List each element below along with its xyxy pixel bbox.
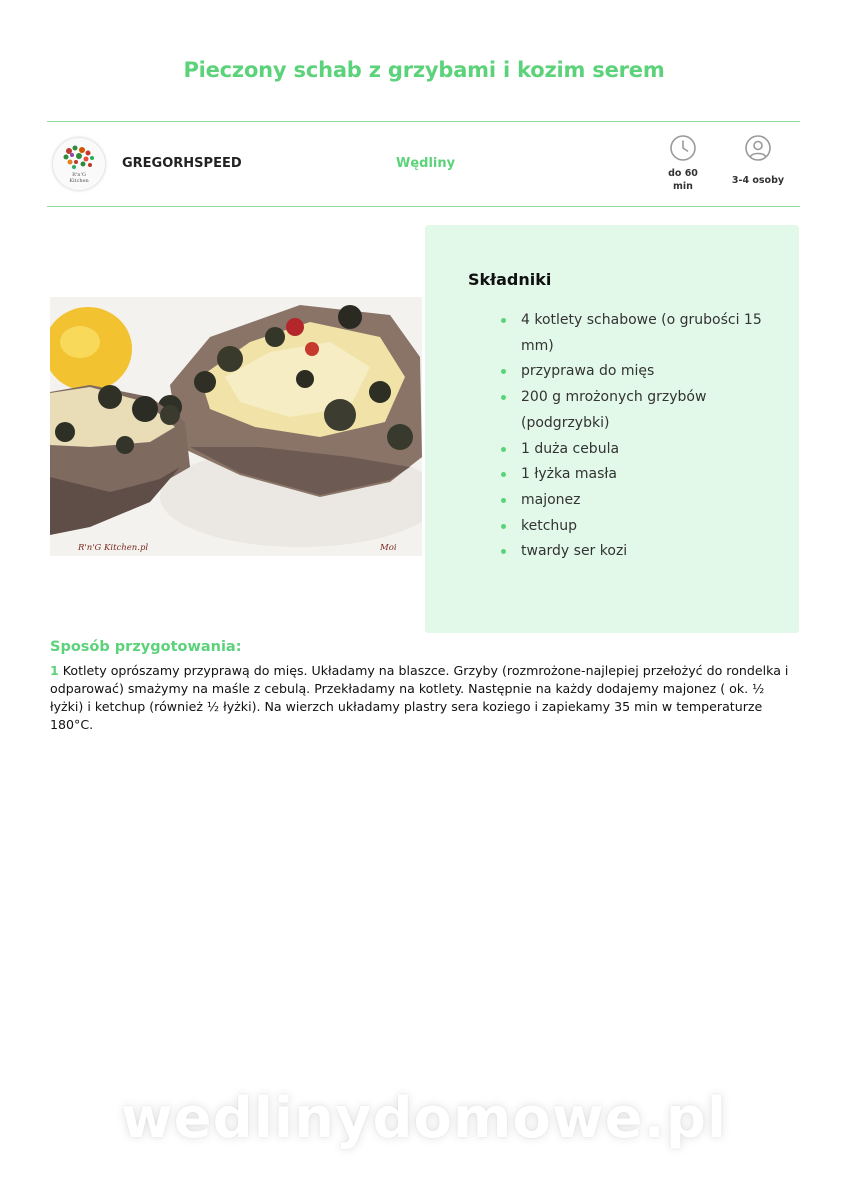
prep-time-label: do 60 min [668,168,698,192]
recipe-meta-bar [47,121,800,207]
ingredient-item: majonez [505,488,765,514]
step-text: Kotlety oprószamy przyprawą do mięs. Układamy na blaszce. Grzyby (rozmrożone-najlepiej przełożyć do rondelka i odparować) smażymy na maśle z cebulą. Przekładamy na kotlety. Następnie na każdy dodajemy majonez ( ok. ½ łyżki) i ketchup (również ½ łyżki). Na wierzch układamy plastry sera koziego i zapiekamy 35 min w temperaturze 180°C. [50,663,789,732]
clock-icon [669,134,697,162]
ingredient-item: 1 łyżka masła [505,462,765,488]
author-logo-image [53,138,105,190]
ingredient-item: 4 kotlety schabowe (o grubości 15 mm) [505,308,765,359]
svg-text:Kitchen: Kitchen [69,178,89,184]
ingredient-item: 1 duża cebula [505,437,765,463]
step-number: 1 [50,663,59,678]
svg-text:R'n'G: R'n'G [72,172,86,178]
ingredient-item: twardy ser kozi [505,539,765,565]
preparation-step [50,662,795,734]
category-link[interactable]: Wędliny [396,156,456,171]
site-watermark: wedlinydomowe.pl [120,1086,728,1151]
author-avatar[interactable] [53,138,105,190]
servings-label: 3-4 osoby [731,175,785,186]
servings [729,134,787,187]
photo-caption-left: R'n'G Kitchen.pl [78,543,149,553]
preparation-heading: Sposób przygotowania: [50,639,242,655]
ingredient-item: 200 g mrożonych grzybów (podgrzybki) [505,385,765,436]
ingredient-item: ketchup [505,514,765,540]
ingredients-list [505,308,765,565]
recipe-title: Pieczony schab z grzybami i kozim serem [183,58,665,82]
photo-caption-right: Moi [380,543,397,553]
prep-time [657,134,709,193]
recipe-photo [50,297,422,556]
user-icon [744,134,772,162]
ingredient-item: przyprawa do mięs [505,359,765,385]
author-name[interactable]: GREGORHSPEED [122,156,242,171]
ingredients-heading: Składniki [468,270,552,289]
ingredients-panel [425,225,799,633]
